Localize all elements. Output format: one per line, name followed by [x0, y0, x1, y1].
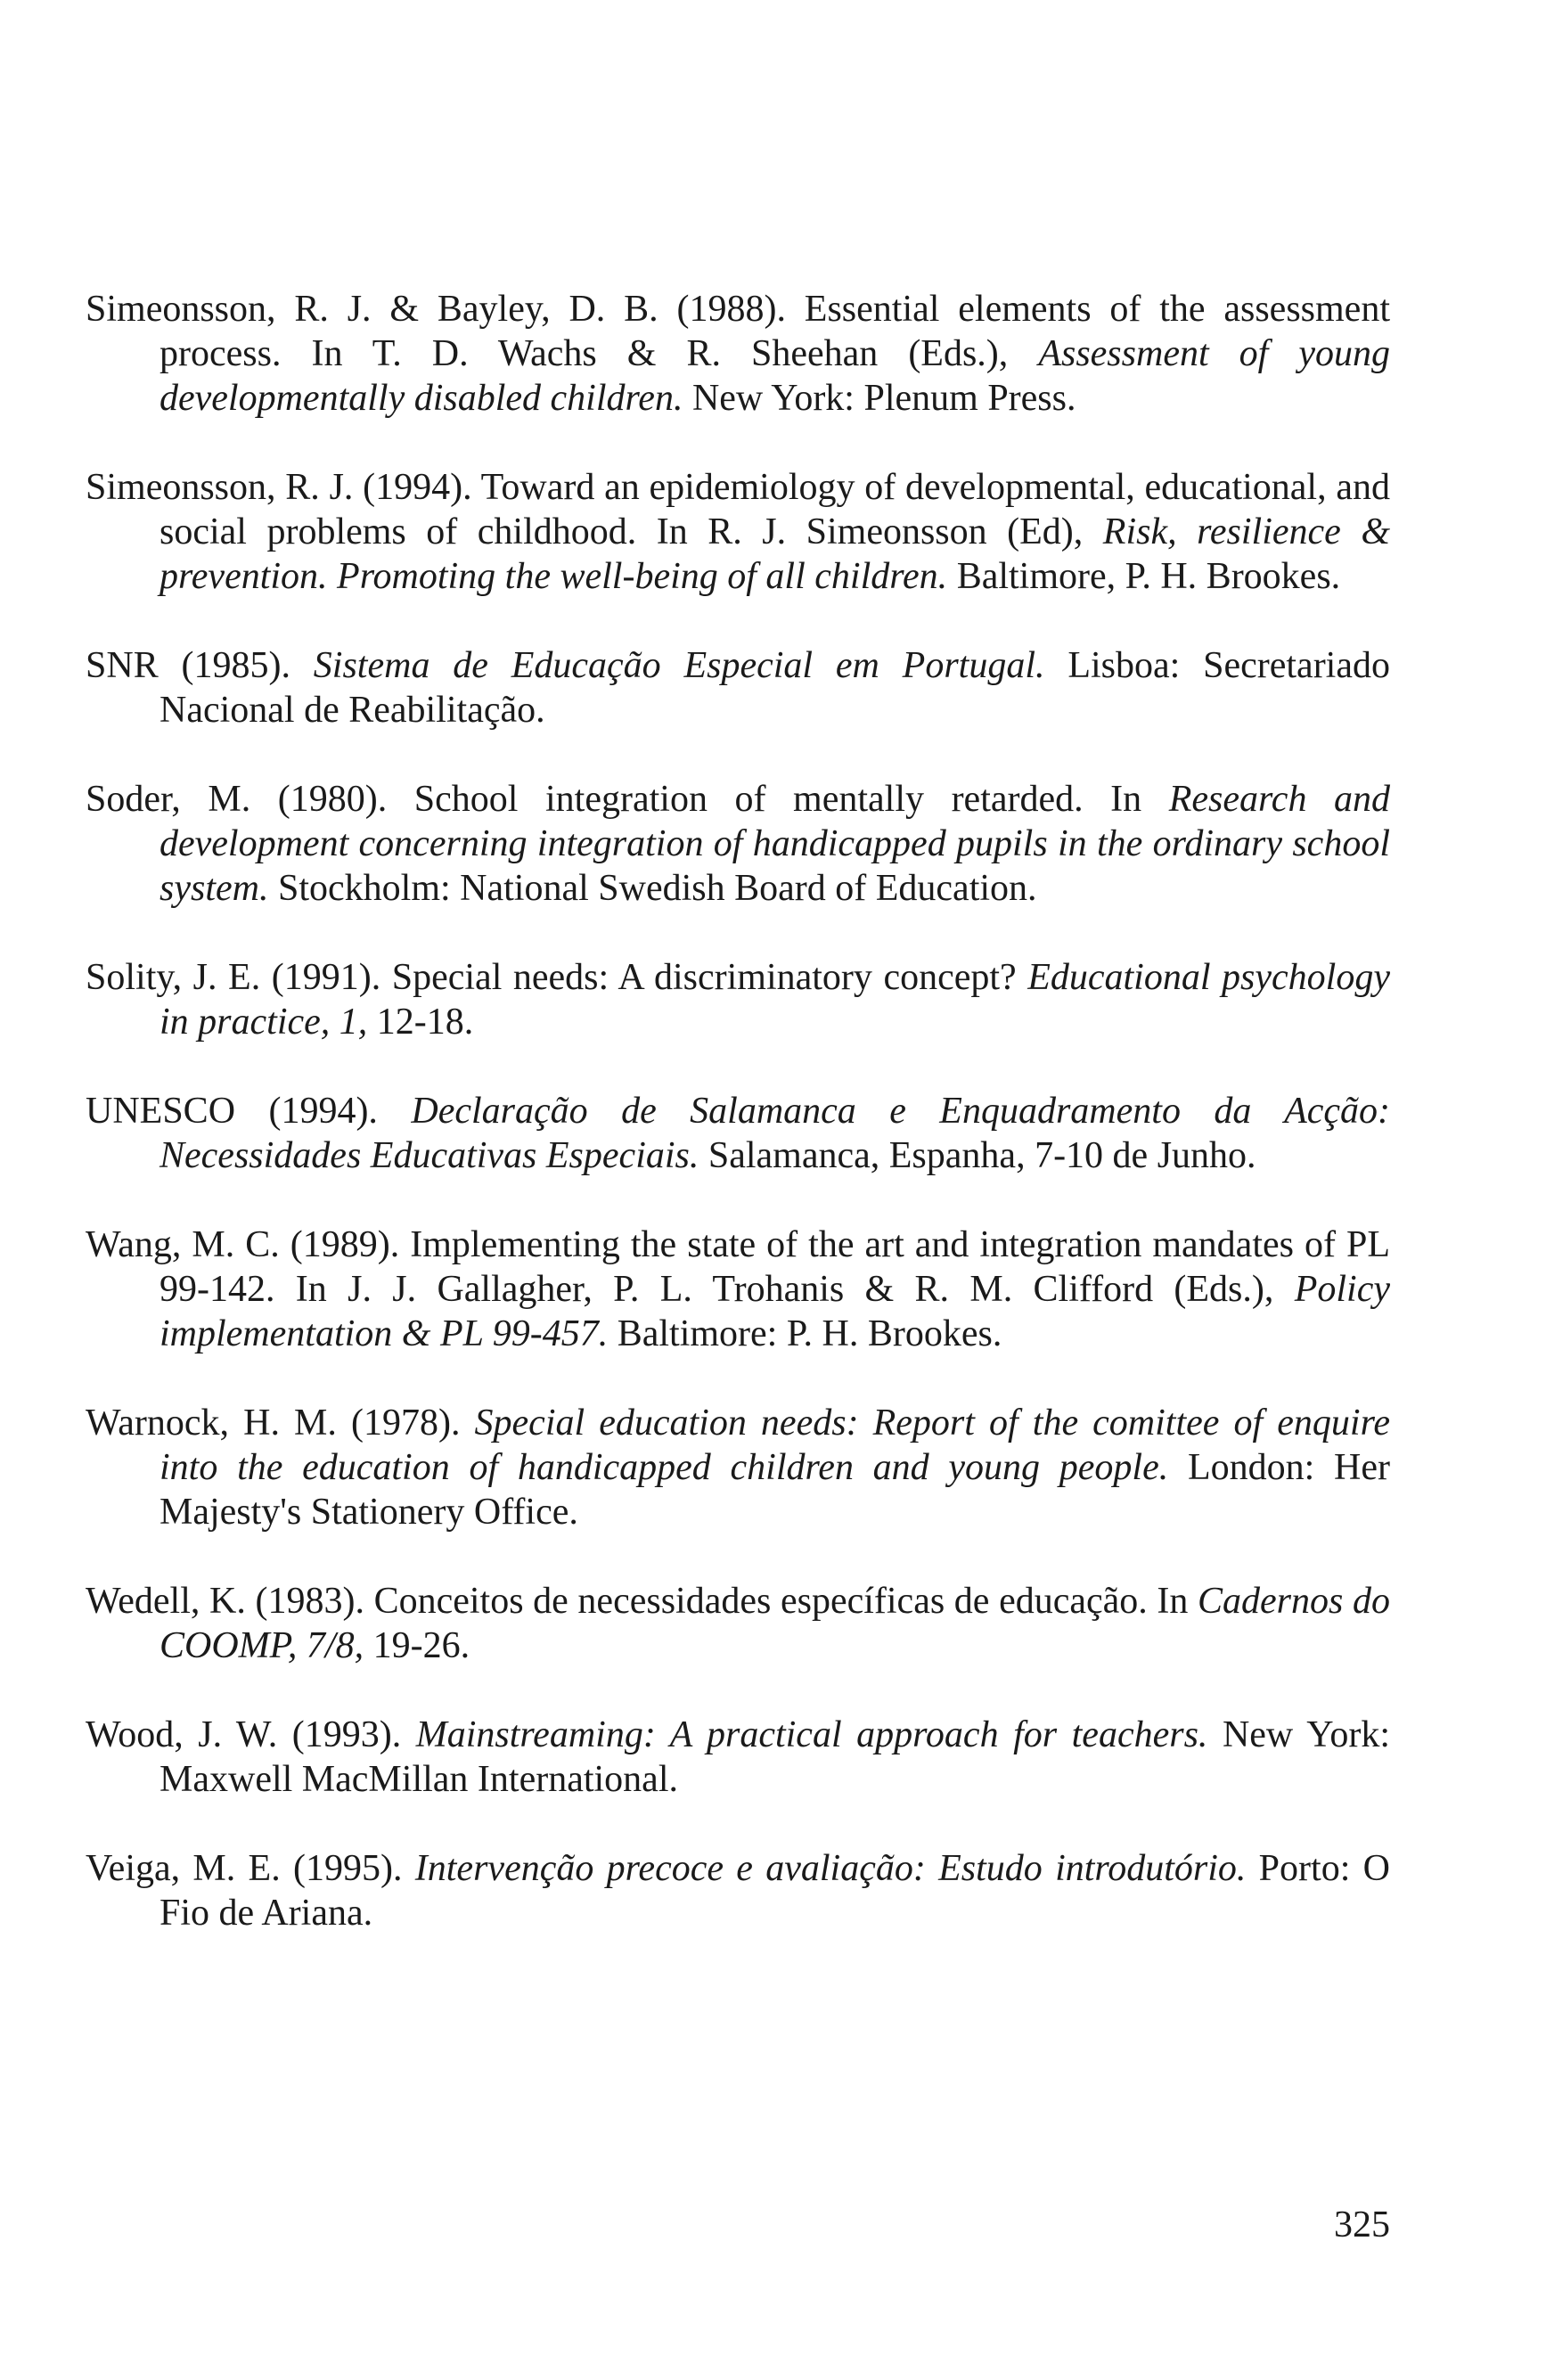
- reference-text: Simeonsson, R. J. & Bayley, D. B. (1988). Essential elements of the assessment process. In T. D. Wachs & R. Sheehan (Eds.),: [86, 289, 1390, 374]
- reference-entry: [86, 1401, 1390, 1534]
- reference-title: Sistema de Educação Especial em Portugal.: [313, 645, 1045, 686]
- reference-title: Educational psychology in practice, 1,: [160, 957, 1390, 1043]
- reference-title: Policy implementation & PL 99-457.: [160, 1269, 1390, 1354]
- reference-text: SNR (1985).: [86, 645, 314, 686]
- reference-entry: [86, 287, 1390, 421]
- reference-text: Warnock, H. M. (1978).: [86, 1403, 475, 1444]
- reference-entry: [86, 1089, 1390, 1178]
- reference-entry: [86, 955, 1390, 1044]
- reference-text: Veiga, M. E. (1995).: [86, 1848, 415, 1889]
- reference-text: New York: Plenum Press.: [683, 378, 1076, 419]
- reference-entry: [86, 1713, 1390, 1802]
- reference-text: Baltimore, P. H. Brookes.: [947, 556, 1341, 597]
- page-number: 325: [1334, 2204, 1390, 2245]
- reference-text: 12-18.: [367, 1002, 474, 1043]
- reference-entry: [86, 777, 1390, 911]
- reference-entry: [86, 465, 1390, 599]
- reference-text: Wedell, K. (1983). Conceitos de necessidades específicas de educação. In: [86, 1581, 1198, 1622]
- reference-entry: [86, 643, 1390, 732]
- reference-text: Stockholm: National Swedish Board of Education.: [268, 868, 1037, 909]
- reference-list: [86, 287, 1390, 1980]
- reference-text: Simeonsson, R. J. (1994). Toward an epidemiology of developmental, educational, and social problems of childhood. In R. J. Simeonsson (Ed),: [86, 467, 1390, 552]
- reference-title: Research and development concerning integration of handicapped pupils in the ordinary school system.: [160, 779, 1390, 909]
- reference-title: Assessment of young developmentally disabled children.: [160, 333, 1390, 419]
- reference-text: Salamanca, Espanha, 7-10 de Junho.: [699, 1135, 1256, 1176]
- reference-text: New York: Maxwell MacMillan International.: [160, 1714, 1390, 1800]
- reference-text: 19-26.: [364, 1625, 470, 1666]
- reference-title: Risk, resilience & prevention. Promoting the well-being of all children.: [160, 511, 1390, 597]
- reference-text: Wang, M. C. (1989). Implementing the state of the art and integration mandates of PL 99-142. In J. J. Gallagher, P. L. Trohanis & R. M. Clifford (Eds.),: [86, 1224, 1390, 1310]
- reference-text: Solity, J. E. (1991). Special needs: A discriminatory concept?: [86, 957, 1028, 998]
- reference-title: Special education needs: Report of the comittee of enquire into the education of handicapped children and young people.: [160, 1403, 1390, 1488]
- reference-text: UNESCO (1994).: [86, 1091, 412, 1132]
- reference-title: Mainstreaming: A practical approach for teachers.: [415, 1714, 1208, 1755]
- reference-entry: [86, 1579, 1390, 1668]
- reference-text: London: Her Majesty's Stationery Office.: [160, 1447, 1390, 1533]
- reference-entry: [86, 1846, 1390, 1935]
- reference-entry: [86, 1223, 1390, 1356]
- reference-text: Lisboa: Secretariado Nacional de Reabilitação.: [160, 645, 1390, 731]
- reference-text: Wood, J. W. (1993).: [86, 1714, 416, 1755]
- reference-title: Declaração de Salamanca e Enquadramento da Acção: Necessidades Educativas Especiais.: [160, 1091, 1390, 1176]
- reference-text: Baltimore: P. H. Brookes.: [608, 1313, 1002, 1354]
- reference-title: Cadernos do COOMP, 7/8,: [160, 1581, 1390, 1666]
- reference-text: Porto: O Fio de Ariana.: [160, 1848, 1390, 1934]
- reference-text: Soder, M. (1980). School integration of mentally retarded. In: [86, 779, 1169, 820]
- reference-title: Intervenção precoce e avaliação: Estudo introdutório.: [414, 1848, 1247, 1889]
